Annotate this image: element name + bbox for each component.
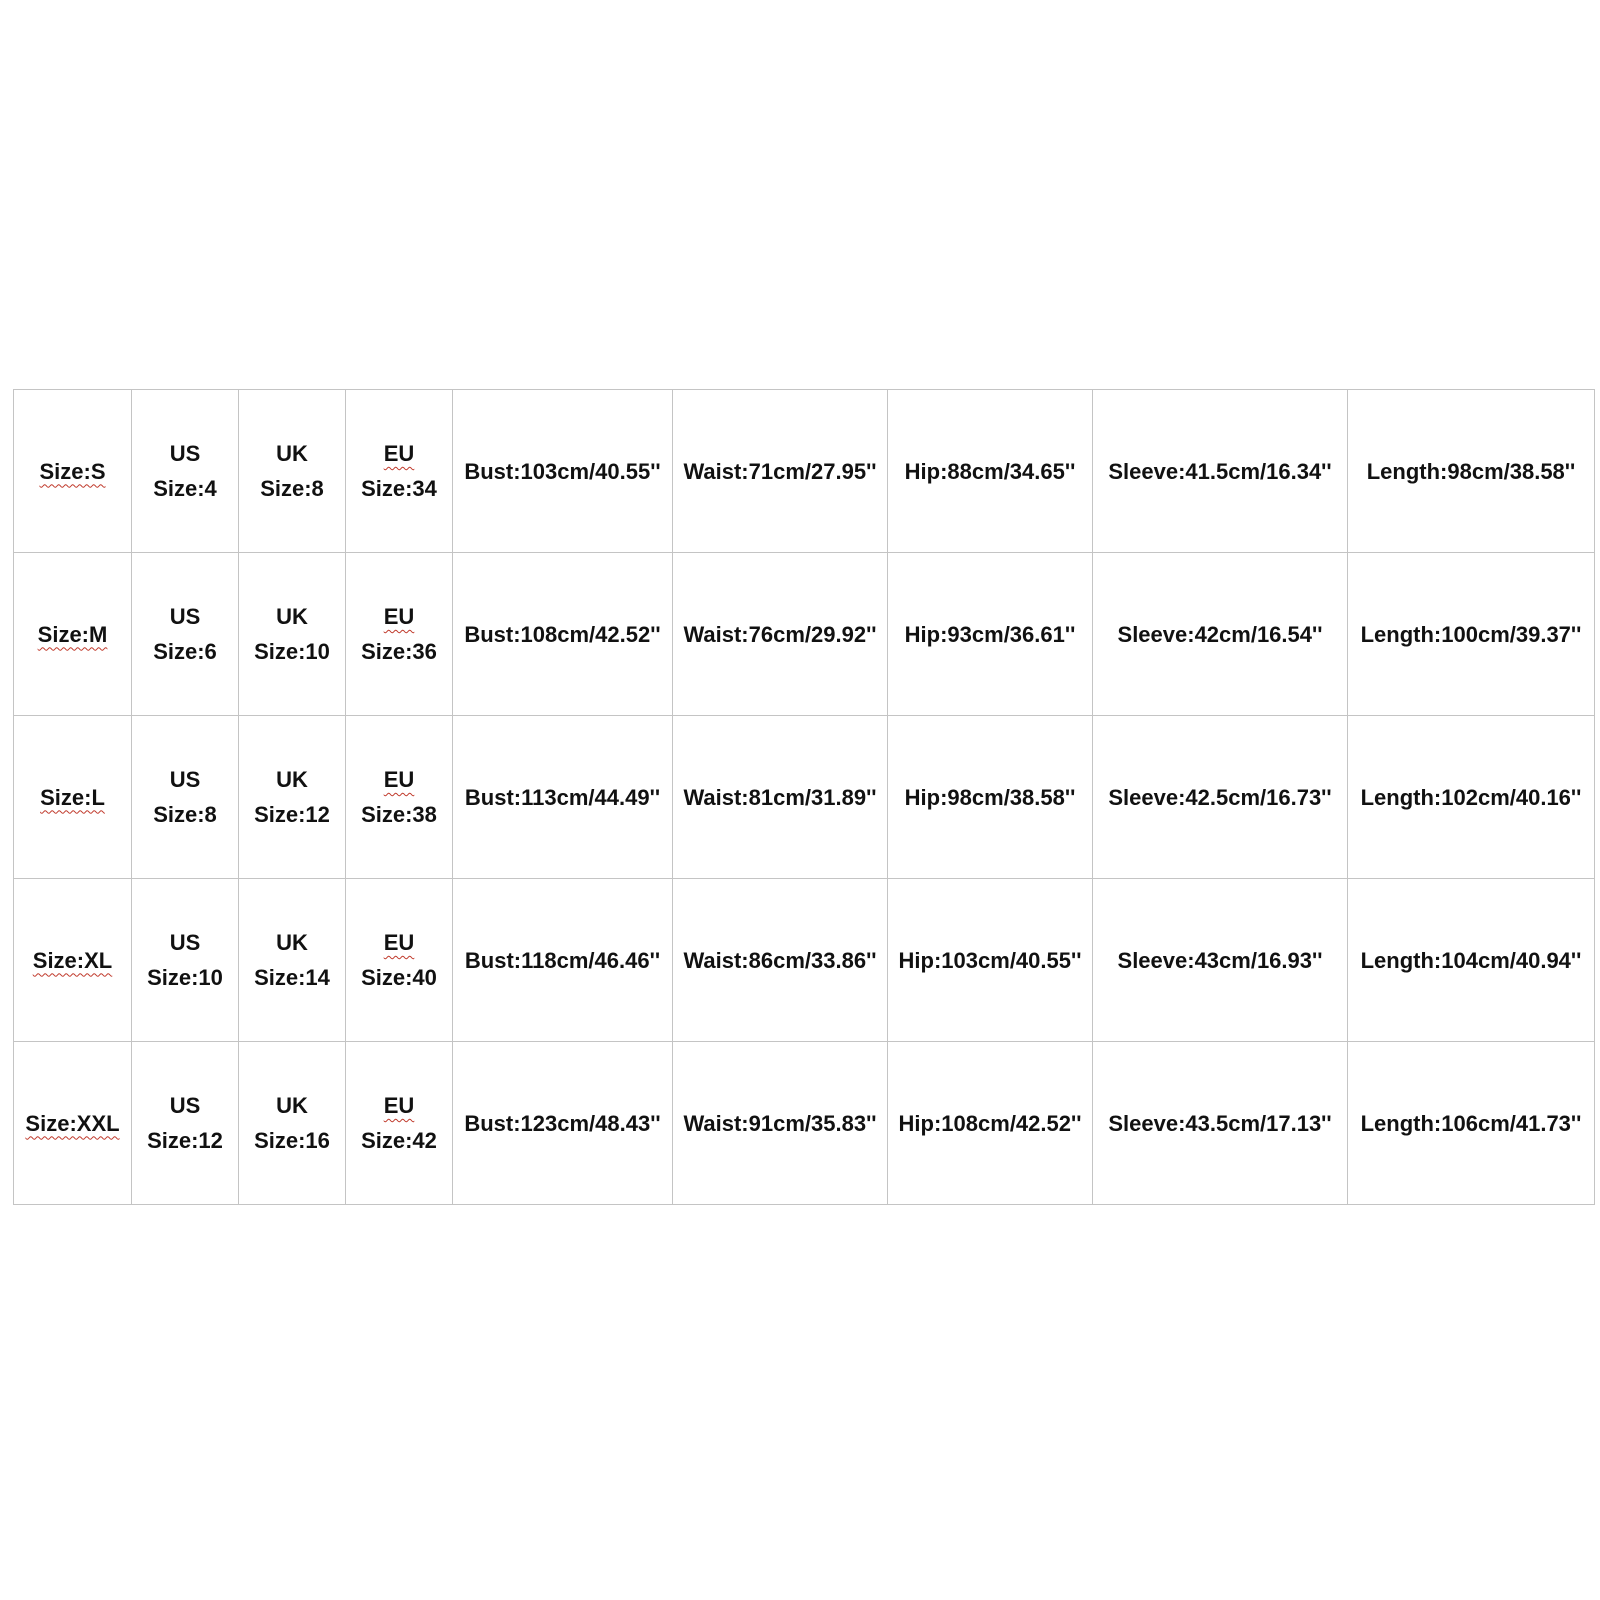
bust-cell: Bust:118cm/46.46'' [453,879,673,1042]
uk-size-cell [239,879,346,1042]
length-cell: Length:104cm/40.94'' [1348,879,1595,1042]
eu-size-value: Size:34 [361,476,437,501]
us-size-cell [132,879,239,1042]
size-label: Size:L [40,784,105,810]
uk-label: UK [276,930,308,955]
waist-cell: Waist:71cm/27.95'' [673,390,888,553]
us-label: US [169,441,201,466]
us-label: US [169,767,201,792]
sleeve-cell: Sleeve:43cm/16.93'' [1093,879,1348,1042]
waist-cell: Waist:91cm/35.83'' [673,1042,888,1205]
bust-cell: Bust:113cm/44.49'' [453,716,673,879]
us-label: US [169,930,201,955]
uk-size-value: Size:8 [260,476,324,501]
eu-label: EU [383,930,415,955]
size-row-l [14,716,1595,879]
uk-label: UK [276,1093,308,1118]
size-label: Size:S [39,458,106,484]
us-size-value: Size:4 [153,476,217,501]
hip-cell: Hip:103cm/40.55'' [888,879,1093,1042]
size-chart-body [14,390,1595,1205]
size-row-xxl [14,1042,1595,1205]
us-size-cell [132,553,239,716]
uk-size-cell [239,553,346,716]
size-row-m [14,553,1595,716]
length-cell: Length:106cm/41.73'' [1348,1042,1595,1205]
size-label: Size:M [37,621,108,647]
eu-size-cell [346,390,453,553]
sleeve-cell: Sleeve:41.5cm/16.34'' [1093,390,1348,553]
bust-cell: Bust:103cm/40.55'' [453,390,673,553]
waist-cell: Waist:76cm/29.92'' [673,553,888,716]
sleeve-cell: Sleeve:43.5cm/17.13'' [1093,1042,1348,1205]
sleeve-cell: Sleeve:42.5cm/16.73'' [1093,716,1348,879]
us-size-value: Size:6 [153,639,217,664]
uk-size-value: Size:12 [254,802,330,827]
waist-cell: Waist:86cm/33.86'' [673,879,888,1042]
size-row-s [14,390,1595,553]
length-cell: Length:102cm/40.16'' [1348,716,1595,879]
us-size-cell [132,390,239,553]
hip-cell: Hip:93cm/36.61'' [888,553,1093,716]
uk-size-cell [239,1042,346,1205]
uk-size-value: Size:16 [254,1128,330,1153]
bust-cell: Bust:123cm/48.43'' [453,1042,673,1205]
waist-cell: Waist:81cm/31.89'' [673,716,888,879]
eu-size-cell [346,879,453,1042]
size-label: Size:XXL [25,1110,120,1136]
size-cell [14,390,132,553]
us-size-value: Size:12 [147,1128,223,1153]
uk-size-cell [239,390,346,553]
eu-size-value: Size:36 [361,639,437,664]
uk-label: UK [276,604,308,629]
length-cell: Length:98cm/38.58'' [1348,390,1595,553]
eu-label: EU [383,441,415,466]
uk-size-cell [239,716,346,879]
us-size-cell [132,716,239,879]
size-cell [14,553,132,716]
us-label: US [169,1093,201,1118]
uk-label: UK [276,441,308,466]
us-size-cell [132,1042,239,1205]
bust-cell: Bust:108cm/42.52'' [453,553,673,716]
eu-label: EU [383,604,415,629]
uk-size-value: Size:10 [254,639,330,664]
eu-size-value: Size:40 [361,965,437,990]
us-label: US [169,604,201,629]
size-cell [14,716,132,879]
size-label: Size:XL [32,947,113,973]
eu-size-value: Size:42 [361,1128,437,1153]
size-cell [14,1042,132,1205]
us-size-value: Size:8 [153,802,217,827]
us-size-value: Size:10 [147,965,223,990]
uk-size-value: Size:14 [254,965,330,990]
hip-cell: Hip:98cm/38.58'' [888,716,1093,879]
hip-cell: Hip:108cm/42.52'' [888,1042,1093,1205]
size-chart-table [13,389,1595,1205]
sleeve-cell: Sleeve:42cm/16.54'' [1093,553,1348,716]
eu-size-cell [346,553,453,716]
size-cell [14,879,132,1042]
eu-size-cell [346,1042,453,1205]
eu-label: EU [383,767,415,792]
eu-label: EU [383,1093,415,1118]
eu-size-cell [346,716,453,879]
size-row-xl [14,879,1595,1042]
hip-cell: Hip:88cm/34.65'' [888,390,1093,553]
eu-size-value: Size:38 [361,802,437,827]
length-cell: Length:100cm/39.37'' [1348,553,1595,716]
uk-label: UK [276,767,308,792]
